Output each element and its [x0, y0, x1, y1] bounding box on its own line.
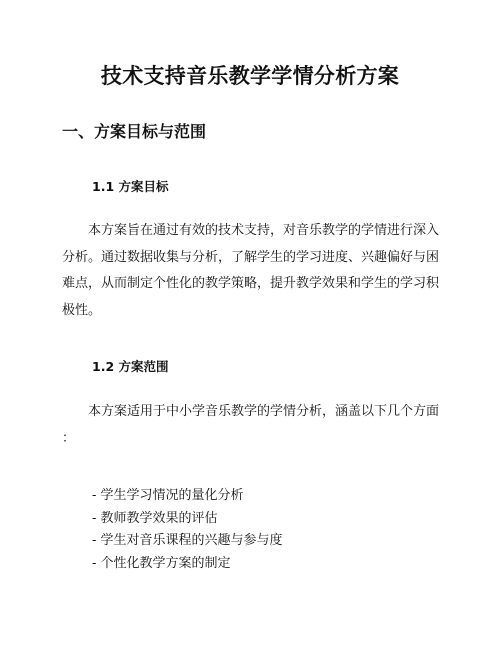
paragraph-line: 极性。 [62, 302, 102, 318]
subsection-heading-scope: 1.2 方案范围 [92, 359, 169, 374]
goals-paragraph [62, 218, 444, 324]
section-heading-goals-scope: 一、方案目标与范围 [62, 122, 207, 141]
scope-paragraph [62, 399, 444, 452]
list-item: - 个性化教学方案的制定 [92, 555, 231, 571]
list-item: - 学生学习情况的量化分析 [92, 488, 244, 503]
list-item: - 教师教学效果的评估 [92, 510, 218, 526]
paragraph-line: ： [62, 430, 76, 446]
paragraph-line: 本方案适用于中小学音乐教学的学情分析，涵盖以下几个方面 [88, 404, 440, 419]
paragraph-line: 难点，从而制定个性化的教学策略，提升教学效果和学生的学习积 [62, 276, 440, 291]
scope-list [92, 485, 283, 575]
document-title: 技术支持音乐教学学情分析方案 [100, 64, 400, 88]
subsection-heading-goals: 1.1 方案目标 [92, 179, 169, 194]
paragraph-line: 本方案旨在通过有效的技术支持，对音乐教学的学情进行深入 [88, 223, 440, 238]
list-item: - 学生对音乐课程的兴趣与参与度 [92, 533, 283, 548]
paragraph-line: 分析。通过数据收集与分析，了解学生的学习进度、兴趣偏好与困 [62, 249, 440, 265]
